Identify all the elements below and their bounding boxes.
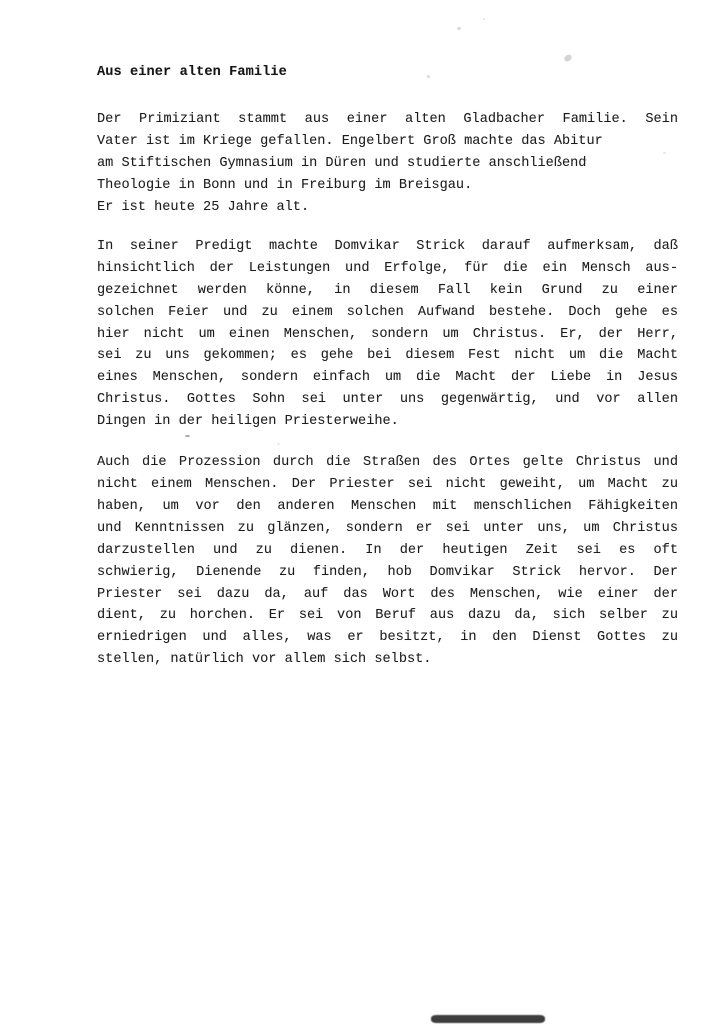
text-line: stellen, natürlich vor allem sich selbst. <box>97 652 432 668</box>
scan-smudge-bottom <box>431 1015 545 1023</box>
text-line: Dingen in der heiligen Priesterweihe. <box>97 414 399 430</box>
text-line: In seiner Predigt machte Domvikar Strick darauf aufmerksam, daß <box>97 238 678 254</box>
paragraph <box>97 452 678 671</box>
text-line: Vater ist im Kriege gefallen. Engelbert Groß machte das Abitur <box>97 133 603 149</box>
text-line: eines Menschen, sondern einfach um die Macht der Liebe in Jesus <box>97 370 678 386</box>
document-text-block <box>97 62 678 671</box>
text-line: darzustellen und zu dienen. In der heutigen Zeit sei es oft <box>97 542 678 558</box>
text-line: Der Primiziant stammt aus einer alten Gladbacher Familie. Sein <box>97 111 678 127</box>
text-line: am Stiftischen Gymnasium in Düren und studierte anschließend <box>97 155 587 171</box>
text-line: sei zu uns gekommen; es gehe bei diesem Fest nicht um die Macht <box>97 348 678 364</box>
text-line: schwierig, Dienende zu finden, hob Domvikar Strick hervor. Der <box>97 564 678 580</box>
text-line: hier nicht um einen Menschen, sondern um Christus. Er, der Herr, <box>97 326 678 342</box>
scan-speck <box>457 27 461 30</box>
text-line: haben, um vor den anderen Menschen mit menschlichen Fähigkeiten <box>97 498 678 514</box>
document-paragraphs <box>97 109 678 671</box>
text-line: Theologie in Bonn und in Freiburg im Breisgau. <box>97 177 473 193</box>
text-line: gezeichnet werden könne, in diesem Fall kein Grund zu einer <box>97 282 678 298</box>
scan-speck <box>483 18 485 20</box>
text-line: hinsichtlich der Leistungen und Erfolge, für die ein Mensch aus- <box>97 260 678 276</box>
text-line: solchen Feier und zu einem solchen Aufwand bestehe. Doch gehe es <box>97 304 678 320</box>
paragraph <box>97 236 678 433</box>
text-line: dient, zu horchen. Er sei von Beruf aus dazu da, sich selber zu <box>97 608 678 624</box>
paragraph <box>97 109 678 219</box>
text-line: und Kenntnissen zu glänzen, sondern er sei unter uns, um Christus <box>97 520 678 536</box>
text-line: Er ist heute 25 Jahre alt. <box>97 199 310 215</box>
document-heading: Aus einer alten Familie <box>97 65 287 80</box>
text-line: Auch die Prozession durch die Straßen des Ortes gelte Christus und <box>97 455 678 471</box>
text-line: Christus. Gottes Sohn sei unter uns gegenwärtig, und vor allen <box>97 392 678 408</box>
text-line: nicht einem Menschen. Der Priester sei nicht geweiht, um Macht zu <box>97 477 678 492</box>
text-line: erniedrigen und alles, was er besitzt, in den Dienst Gottes zu <box>97 630 678 646</box>
text-line: Priester sei dazu da, auf das Wort des Menschen, wie einer der <box>97 586 678 602</box>
